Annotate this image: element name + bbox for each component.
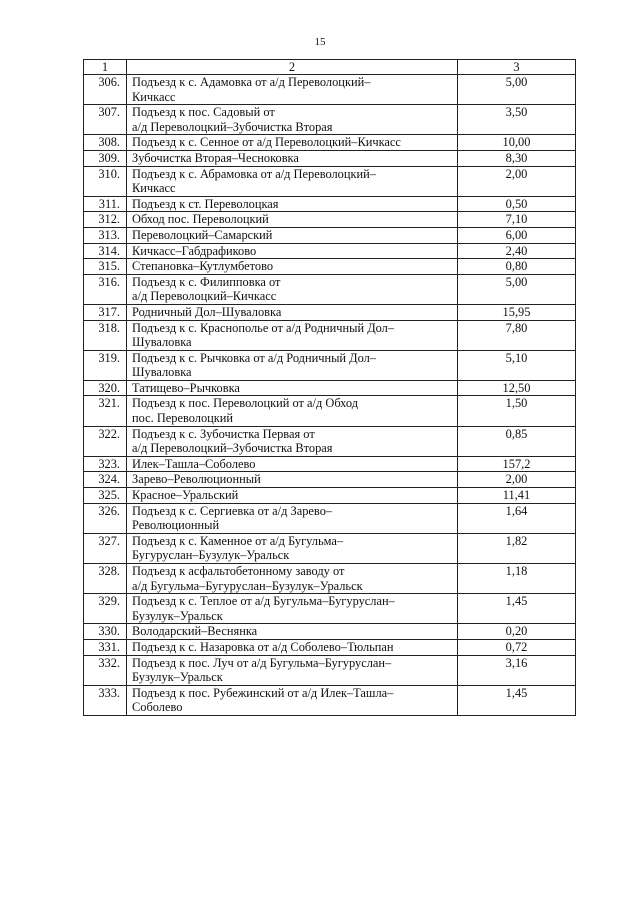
road-length: 8,30 bbox=[458, 150, 576, 166]
road-length: 1,45 bbox=[458, 685, 576, 715]
table-row bbox=[84, 320, 576, 350]
road-name-line: Подъезд к ст. Переволоцкая bbox=[132, 196, 279, 211]
table-row bbox=[84, 685, 576, 715]
road-name-line: Бузулук–Уральск bbox=[132, 670, 223, 685]
road-length: 2,00 bbox=[458, 472, 576, 488]
row-number: 330. bbox=[84, 624, 127, 640]
road-name bbox=[127, 227, 458, 243]
road-name-line: Подъезд к пос. Рубежинский от а/д Илек–Ташла– bbox=[132, 685, 394, 700]
row-number: 327. bbox=[84, 533, 127, 563]
road-name bbox=[127, 320, 458, 350]
road-name-line: пос. Переволоцкий bbox=[132, 411, 234, 426]
row-number: 319. bbox=[84, 350, 127, 380]
road-length: 2,40 bbox=[458, 243, 576, 259]
table-body bbox=[84, 75, 576, 716]
row-number: 320. bbox=[84, 380, 127, 396]
road-length: 0,20 bbox=[458, 624, 576, 640]
table-row bbox=[84, 150, 576, 166]
row-number: 311. bbox=[84, 196, 127, 212]
road-name bbox=[127, 503, 458, 533]
road-name-line: а/д Бугульма–Бугуруслан–Бузулук–Уральск bbox=[132, 578, 363, 593]
row-number: 324. bbox=[84, 472, 127, 488]
table-row bbox=[84, 212, 576, 228]
road-length: 11,41 bbox=[458, 488, 576, 504]
road-name-line: Подъезд к пос. Луч от а/д Бугульма–Бугуруслан– bbox=[132, 655, 392, 670]
road-name-line: Зубочистка Вторая–Чесноковка bbox=[132, 150, 299, 165]
road-name bbox=[127, 350, 458, 380]
road-name bbox=[127, 685, 458, 715]
road-length: 2,00 bbox=[458, 166, 576, 196]
road-name bbox=[127, 166, 458, 196]
row-number: 317. bbox=[84, 304, 127, 320]
road-length: 157,2 bbox=[458, 456, 576, 472]
table-row bbox=[84, 564, 576, 594]
column-header-name: 2 bbox=[127, 60, 458, 75]
road-name-line: Бузулук–Уральск bbox=[132, 608, 223, 623]
table-header-row bbox=[84, 60, 576, 75]
roads-table bbox=[83, 59, 576, 716]
row-number: 308. bbox=[84, 135, 127, 151]
row-number: 309. bbox=[84, 150, 127, 166]
road-length: 5,00 bbox=[458, 75, 576, 105]
road-name bbox=[127, 624, 458, 640]
table-row bbox=[84, 166, 576, 196]
road-name bbox=[127, 259, 458, 275]
row-number: 307. bbox=[84, 105, 127, 135]
table-row bbox=[84, 472, 576, 488]
table-row bbox=[84, 488, 576, 504]
road-length: 1,45 bbox=[458, 594, 576, 624]
row-number: 313. bbox=[84, 227, 127, 243]
road-length: 7,10 bbox=[458, 212, 576, 228]
table-row bbox=[84, 105, 576, 135]
road-name-line: Подъезд к с. Назаровка от а/д Соболево–Тюльпан bbox=[132, 639, 394, 654]
row-number: 310. bbox=[84, 166, 127, 196]
table-row bbox=[84, 639, 576, 655]
road-name-line: Кичкасс bbox=[132, 181, 176, 196]
row-number: 315. bbox=[84, 259, 127, 275]
road-name bbox=[127, 533, 458, 563]
table-row bbox=[84, 426, 576, 456]
row-number: 316. bbox=[84, 274, 127, 304]
row-number: 328. bbox=[84, 564, 127, 594]
road-name-line: Шуваловка bbox=[132, 365, 192, 380]
road-length: 0,50 bbox=[458, 196, 576, 212]
table-row bbox=[84, 135, 576, 151]
row-number: 331. bbox=[84, 639, 127, 655]
road-name bbox=[127, 396, 458, 426]
road-name bbox=[127, 594, 458, 624]
road-length: 1,18 bbox=[458, 564, 576, 594]
road-name-line: Бугуруслан–Бузулук–Уральск bbox=[132, 548, 290, 563]
road-name bbox=[127, 639, 458, 655]
table-row bbox=[84, 243, 576, 259]
table-row bbox=[84, 655, 576, 685]
road-name-line: Подъезд к с. Зубочистка Первая от bbox=[132, 426, 315, 441]
road-name-line: Подъезд к с. Филипповка от bbox=[132, 274, 281, 289]
row-number: 333. bbox=[84, 685, 127, 715]
road-name bbox=[127, 135, 458, 151]
road-length: 5,10 bbox=[458, 350, 576, 380]
road-name-line: Татищево–Рычковка bbox=[132, 380, 240, 395]
road-name bbox=[127, 456, 458, 472]
table-row bbox=[84, 456, 576, 472]
column-header-length: 3 bbox=[458, 60, 576, 75]
road-name-line: а/д Переволоцкий–Зубочистка Вторая bbox=[132, 441, 333, 456]
table-row bbox=[84, 380, 576, 396]
road-name-line: а/д Переволоцкий–Кичкасс bbox=[132, 289, 277, 304]
table-row bbox=[84, 304, 576, 320]
row-number: 329. bbox=[84, 594, 127, 624]
table-row bbox=[84, 274, 576, 304]
road-name-line: Подъезд к с. Адамовка от а/д Переволоцкий– bbox=[132, 75, 371, 89]
table-row bbox=[84, 227, 576, 243]
road-name bbox=[127, 150, 458, 166]
row-number: 326. bbox=[84, 503, 127, 533]
road-name-line: Подъезд к с. Краснополье от а/д Родничный Дол– bbox=[132, 320, 395, 335]
row-number: 323. bbox=[84, 456, 127, 472]
road-name-line: Обход пос. Переволоцкий bbox=[132, 212, 269, 227]
road-name bbox=[127, 304, 458, 320]
road-name-line: Подъезд к с. Рычковка от а/д Родничный Дол– bbox=[132, 350, 376, 365]
page-number: 15 bbox=[314, 36, 326, 48]
table-row bbox=[84, 75, 576, 105]
road-name-line: Володарский–Веснянка bbox=[132, 624, 258, 639]
road-name bbox=[127, 212, 458, 228]
road-name-line: Подъезд к с. Абрамовка от а/д Переволоцкий– bbox=[132, 166, 376, 181]
road-name bbox=[127, 564, 458, 594]
road-length: 0,85 bbox=[458, 426, 576, 456]
road-length: 0,72 bbox=[458, 639, 576, 655]
row-number: 322. bbox=[84, 426, 127, 456]
road-name-line: Зарево–Революционный bbox=[132, 472, 261, 487]
road-length: 1,82 bbox=[458, 533, 576, 563]
column-header-number: 1 bbox=[84, 60, 127, 75]
road-length: 10,00 bbox=[458, 135, 576, 151]
row-number: 325. bbox=[84, 488, 127, 504]
table-row bbox=[84, 624, 576, 640]
road-length: 5,00 bbox=[458, 274, 576, 304]
row-number: 306. bbox=[84, 75, 127, 105]
table-row bbox=[84, 350, 576, 380]
road-name bbox=[127, 243, 458, 259]
road-name bbox=[127, 196, 458, 212]
road-name-line: а/д Переволоцкий–Зубочистка Вторая bbox=[132, 119, 333, 134]
road-name bbox=[127, 75, 458, 105]
road-name bbox=[127, 105, 458, 135]
road-name bbox=[127, 426, 458, 456]
road-name-line: Подъезд к пос. Переволоцкий от а/д Обход bbox=[132, 396, 359, 411]
row-number: 318. bbox=[84, 320, 127, 350]
road-length: 0,80 bbox=[458, 259, 576, 275]
road-name-line: Соболево bbox=[132, 700, 183, 715]
road-name-line: Революционный bbox=[132, 518, 220, 533]
road-name-line: Подъезд к с. Каменное от а/д Бугульма– bbox=[132, 533, 344, 548]
table-row bbox=[84, 396, 576, 426]
road-length: 3,16 bbox=[458, 655, 576, 685]
row-number: 312. bbox=[84, 212, 127, 228]
road-length: 1,64 bbox=[458, 503, 576, 533]
road-name-line: Кичкасс–Габдрафиково bbox=[132, 243, 257, 258]
road-name-line: Родничный Дол–Шуваловка bbox=[132, 304, 282, 319]
road-name-line: Степановка–Кутлумбетово bbox=[132, 259, 274, 274]
road-length: 12,50 bbox=[458, 380, 576, 396]
road-name bbox=[127, 488, 458, 504]
table-row bbox=[84, 259, 576, 275]
road-name-line: Подъезд к пос. Садовый от bbox=[132, 105, 275, 120]
road-name bbox=[127, 655, 458, 685]
row-number: 314. bbox=[84, 243, 127, 259]
table-row bbox=[84, 594, 576, 624]
road-name bbox=[127, 380, 458, 396]
road-name-line: Подъезд к с. Сергиевка от а/д Зарево– bbox=[132, 503, 333, 518]
road-name-line: Подъезд к с. Сенное от а/д Переволоцкий–Кичкасс bbox=[132, 135, 401, 150]
road-length: 15,95 bbox=[458, 304, 576, 320]
road-length: 7,80 bbox=[458, 320, 576, 350]
row-number: 321. bbox=[84, 396, 127, 426]
road-name-line: Переволоцкий–Самарский bbox=[132, 227, 273, 242]
road-name bbox=[127, 472, 458, 488]
road-name-line: Шуваловка bbox=[132, 335, 192, 350]
table-row bbox=[84, 533, 576, 563]
row-number: 332. bbox=[84, 655, 127, 685]
road-length: 6,00 bbox=[458, 227, 576, 243]
road-length: 3,50 bbox=[458, 105, 576, 135]
table-row bbox=[84, 503, 576, 533]
road-length: 1,50 bbox=[458, 396, 576, 426]
road-name-line: Илек–Ташла–Соболево bbox=[132, 456, 256, 471]
road-name-line: Подъезд к асфальтобетонному заводу от bbox=[132, 564, 345, 578]
table-row bbox=[84, 196, 576, 212]
road-name-line: Подъезд к с. Теплое от а/д Бугульма–Бугуруслан– bbox=[132, 594, 395, 609]
road-name-line: Кичкасс bbox=[132, 89, 176, 104]
road-name bbox=[127, 274, 458, 304]
road-name-line: Красное–Уральский bbox=[132, 488, 239, 503]
